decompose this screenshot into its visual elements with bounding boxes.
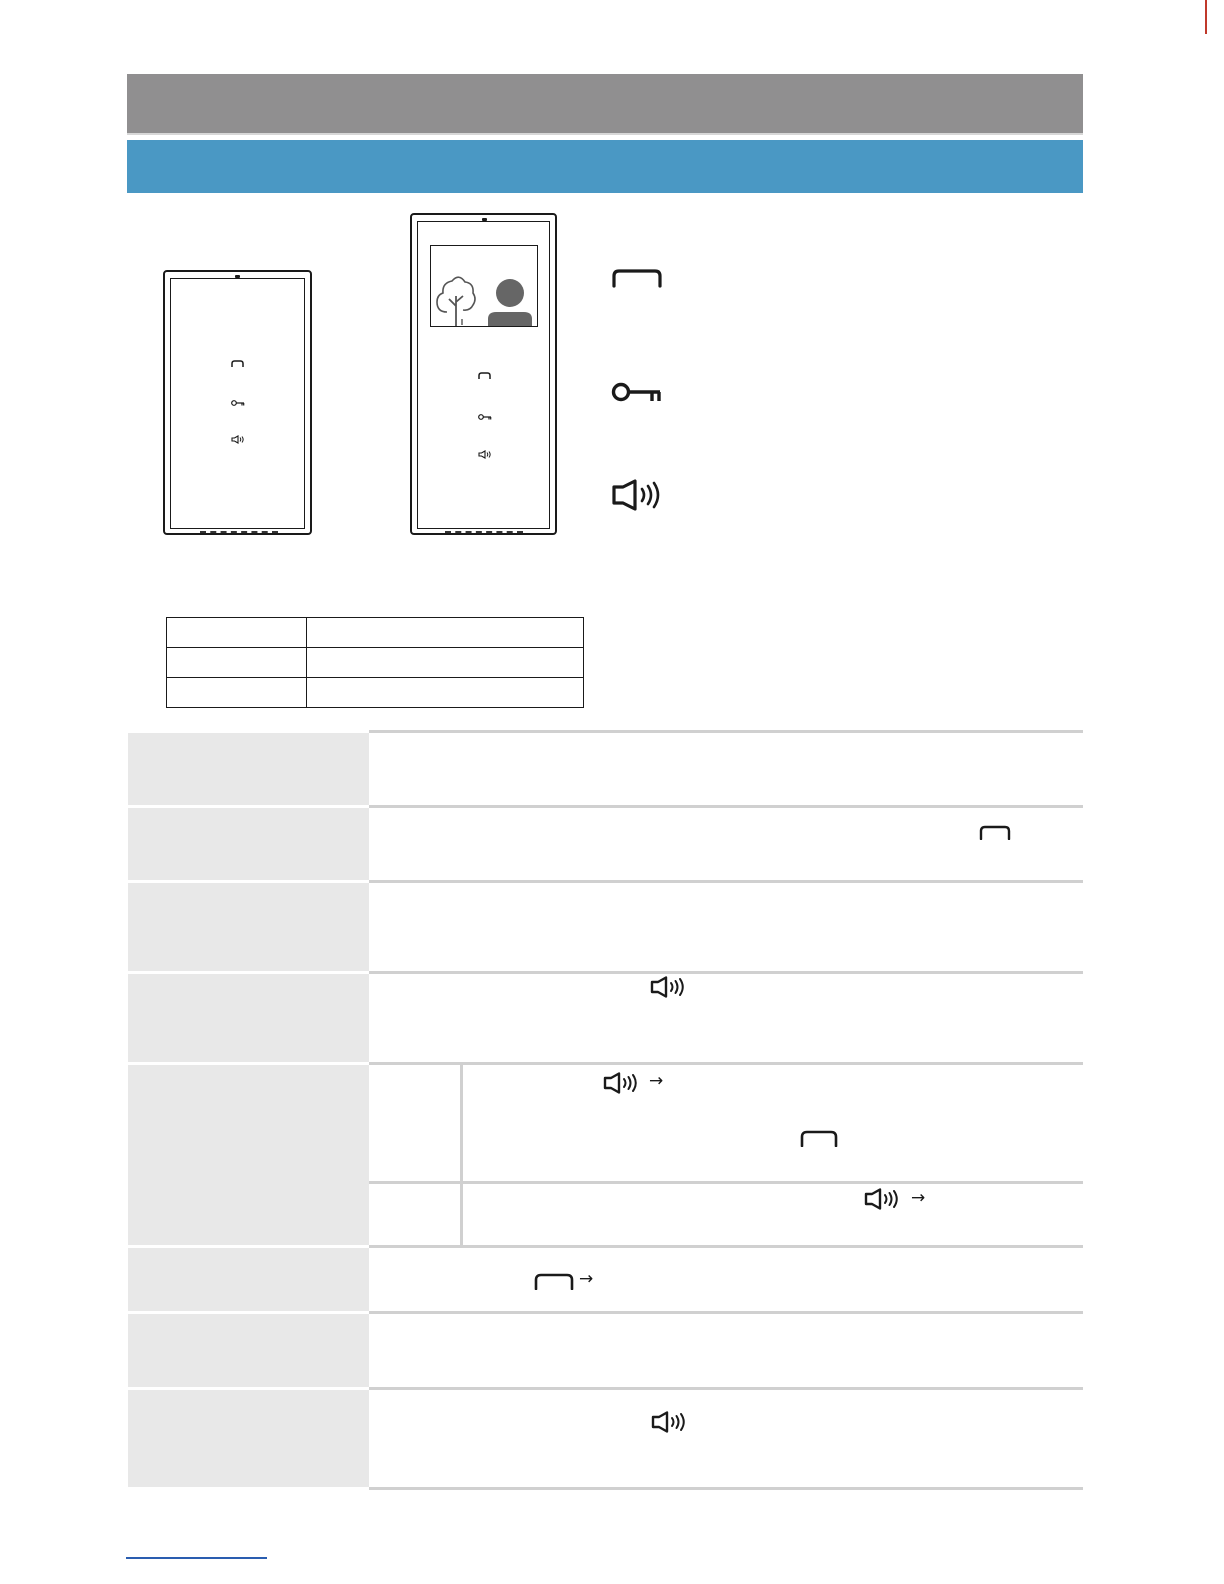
row-label-cell bbox=[128, 1390, 369, 1487]
row-divider bbox=[369, 1487, 1083, 1490]
row-divider bbox=[369, 805, 1083, 808]
row-label-cell bbox=[128, 1314, 369, 1387]
row-divider bbox=[369, 1245, 1083, 1248]
column-divider bbox=[460, 1065, 463, 1245]
handset-icon bbox=[979, 825, 1011, 840]
row-divider bbox=[369, 1387, 1083, 1390]
speaker-icon bbox=[651, 1411, 689, 1433]
footer-link[interactable] bbox=[126, 1557, 267, 1559]
row-divider bbox=[369, 730, 1083, 733]
speaker-icon bbox=[650, 976, 688, 998]
row-divider bbox=[369, 1062, 1083, 1065]
row-label-cell bbox=[128, 974, 369, 1062]
row-label-cell bbox=[128, 1065, 369, 1245]
row-divider bbox=[369, 971, 1083, 974]
arrow-icon: → bbox=[579, 1269, 594, 1289]
speaker-icon bbox=[603, 1072, 641, 1094]
handset-icon bbox=[534, 1273, 574, 1290]
row-divider bbox=[369, 1311, 1083, 1314]
handset-icon bbox=[800, 1130, 838, 1147]
arrow-icon: → bbox=[649, 1071, 664, 1091]
row-label-cell bbox=[128, 808, 369, 880]
row-divider bbox=[369, 1181, 1083, 1184]
row-label-cell bbox=[128, 1248, 369, 1311]
row-label-cell bbox=[128, 733, 369, 805]
speaker-icon bbox=[864, 1188, 902, 1210]
row-label-cell bbox=[128, 883, 369, 971]
row-divider bbox=[369, 880, 1083, 883]
arrow-icon: → bbox=[911, 1188, 926, 1208]
